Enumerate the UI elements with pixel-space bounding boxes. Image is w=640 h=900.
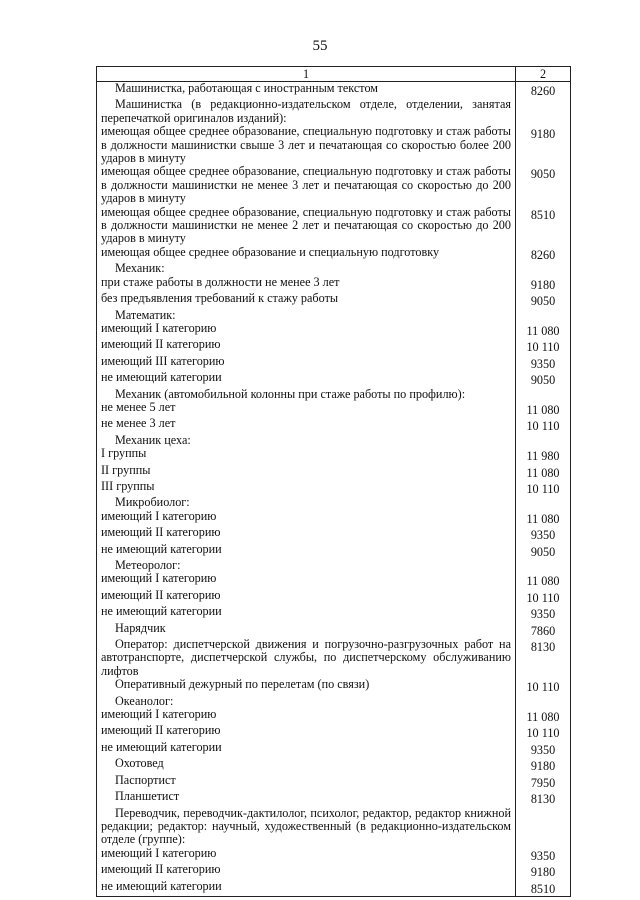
position-title-text: имеющая общее среднее образование и специальную подготовку	[101, 244, 440, 259]
table-row	[97, 82, 571, 99]
table-row	[97, 724, 571, 740]
position-title-text: имеющий I категорию	[101, 845, 217, 860]
position-title	[97, 790, 516, 806]
salary-value: 9180	[516, 757, 571, 773]
position-title	[97, 388, 516, 401]
salary-value: 9050	[516, 292, 571, 308]
position-title	[97, 262, 516, 275]
table-row	[97, 526, 571, 542]
table-row	[97, 543, 571, 559]
table-row	[97, 695, 571, 708]
salary-value: 9350	[516, 847, 571, 863]
position-title	[97, 559, 516, 572]
salary-value: 11 980	[516, 447, 571, 463]
table-row	[97, 246, 571, 262]
position-title	[97, 434, 516, 447]
table-row	[97, 559, 571, 572]
table-row	[97, 678, 571, 694]
salary-value: 10 110	[516, 678, 571, 694]
table-row	[97, 322, 571, 338]
position-title-text: Паспортист	[115, 772, 176, 787]
table-row	[97, 496, 571, 509]
position-title-text: Механик (автомобильной колонны при стаже работы по профилю):	[115, 386, 466, 401]
table-row	[97, 417, 571, 433]
salary-value	[516, 807, 571, 847]
salary-value: 8510	[516, 880, 571, 897]
table-row	[97, 605, 571, 621]
position-title-text: Механик:	[115, 261, 165, 276]
position-title-text: имеющий I категорию	[101, 707, 217, 722]
salary-table	[96, 66, 571, 897]
position-title	[97, 510, 516, 526]
salary-value: 9180	[516, 863, 571, 879]
position-title-text: Механик цеха:	[115, 432, 191, 447]
position-title	[97, 847, 516, 863]
table-row	[97, 741, 571, 757]
salary-value: 11 080	[516, 572, 571, 588]
position-title-text: не имеющий категории	[101, 541, 222, 556]
position-title-text: Океанолог:	[115, 693, 174, 708]
table-row	[97, 371, 571, 387]
salary-value: 7860	[516, 622, 571, 638]
table-row	[97, 464, 571, 480]
table-row	[97, 847, 571, 863]
position-title	[97, 355, 516, 371]
position-title	[97, 572, 516, 588]
position-title	[97, 605, 516, 621]
table-row	[97, 863, 571, 879]
table-row	[97, 165, 571, 205]
salary-value	[516, 388, 571, 401]
table-row	[97, 757, 571, 773]
position-title-text: имеющий II категорию	[101, 723, 221, 738]
position-title	[97, 807, 516, 847]
table-row	[97, 388, 571, 401]
position-title	[97, 526, 516, 542]
position-title	[97, 543, 516, 559]
salary-value: 9350	[516, 355, 571, 371]
position-title	[97, 417, 516, 433]
salary-value: 9350	[516, 526, 571, 542]
salary-value: 10 110	[516, 480, 571, 496]
position-title-text: имеющая общее среднее образование, специальную подготовку и стаж работы в должности машинистки не менее 2 лет и печатающая со скоростью до 200 ударов в минуту	[101, 204, 511, 246]
position-title-text: имеющая общее среднее образование, специальную подготовку и стаж работы в должности машинистки не менее 3 лет и печатающая со скоростью до 200 ударов в минуту	[101, 164, 511, 206]
salary-value	[516, 98, 571, 125]
position-title-text: имеющий II категорию	[101, 587, 221, 602]
salary-value: 9350	[516, 741, 571, 757]
salary-value: 11 080	[516, 322, 571, 338]
position-title-text: не имеющий категории	[101, 739, 222, 754]
salary-value: 8510	[516, 206, 571, 246]
salary-value: 11 080	[516, 464, 571, 480]
position-title	[97, 774, 516, 790]
position-title-text: Охотовед	[115, 756, 164, 771]
table-header-row	[97, 67, 571, 82]
position-title-text: Микробиолог:	[115, 495, 190, 510]
table-row	[97, 480, 571, 496]
position-title	[97, 741, 516, 757]
table-row	[97, 292, 571, 308]
salary-value: 10 110	[516, 417, 571, 433]
position-title-text: I группы	[101, 446, 147, 461]
position-title	[97, 82, 516, 99]
table-row	[97, 338, 571, 354]
position-title-text: при стаже работы в должности не менее 3 лет	[101, 274, 340, 289]
table-row	[97, 708, 571, 724]
position-title	[97, 496, 516, 509]
salary-value: 9050	[516, 165, 571, 205]
position-title	[97, 322, 516, 338]
position-title-text: Машинистка, работающая с иностранным текстом	[115, 81, 379, 95]
position-title-text: Оператор: диспетчерской движения и погрузочно-разгрузочных работ на автотранспорте, диспетчерской службы, по диспетчерскому обслуживанию лифтов	[101, 637, 511, 678]
position-title	[97, 695, 516, 708]
position-title-text: Математик:	[115, 307, 176, 322]
salary-value: 11 080	[516, 708, 571, 724]
position-title-text: III группы	[101, 478, 155, 493]
position-title	[97, 863, 516, 879]
salary-value: 9180	[516, 276, 571, 292]
position-title	[97, 401, 516, 417]
position-title-text: имеющий I категорию	[101, 320, 217, 335]
table-row	[97, 125, 571, 165]
position-title-text: не менее 3 лет	[101, 416, 176, 431]
salary-value	[516, 434, 571, 447]
position-title-text: имеющая общее среднее образование, специальную подготовку и стаж работы в должности машинистки свыше 3 лет и печатающая со скоростью более 200 ударов в минуту	[101, 124, 511, 166]
position-title-text: имеющий III категорию	[101, 353, 225, 368]
position-title-text: имеющий II категорию	[101, 525, 221, 540]
salary-value: 8130	[516, 790, 571, 806]
position-title	[97, 678, 516, 694]
salary-value: 9180	[516, 125, 571, 165]
table-row	[97, 589, 571, 605]
position-title-text: II группы	[101, 462, 151, 477]
position-title-text: не имеющий категории	[101, 604, 222, 619]
table-row	[97, 622, 571, 638]
column-header-1: 1	[97, 67, 516, 82]
position-title	[97, 464, 516, 480]
position-title	[97, 276, 516, 292]
position-title-text: Метеоролог:	[115, 558, 181, 572]
position-title	[97, 757, 516, 773]
position-title	[97, 309, 516, 322]
salary-value: 9050	[516, 543, 571, 559]
table-row	[97, 807, 571, 847]
position-title	[97, 371, 516, 387]
position-title	[97, 292, 516, 308]
position-title-text: имеющий I категорию	[101, 571, 217, 586]
position-title	[97, 589, 516, 605]
table-row	[97, 401, 571, 417]
table-row	[97, 98, 571, 125]
position-title	[97, 880, 516, 897]
table-row	[97, 309, 571, 322]
position-title-text: не менее 5 лет	[101, 399, 176, 414]
position-title-text: имеющий I категорию	[101, 508, 217, 523]
salary-value: 9050	[516, 371, 571, 387]
salary-value: 11 080	[516, 510, 571, 526]
position-title	[97, 246, 516, 262]
table-row	[97, 262, 571, 275]
table-row	[97, 880, 571, 897]
salary-value	[516, 559, 571, 572]
salary-value: 8260	[516, 82, 571, 99]
salary-value: 10 110	[516, 338, 571, 354]
salary-value	[516, 695, 571, 708]
table-row	[97, 355, 571, 371]
table-row	[97, 276, 571, 292]
position-title-text: без предъявления требований к стажу работы	[101, 291, 339, 306]
position-title	[97, 708, 516, 724]
position-title-text: Переводчик, переводчик-дактилолог, психолог, редактор, редактор книжной редакции; редактор: научный, художественный (в редакционно-издательском отделе (группе):	[101, 805, 511, 847]
table-row	[97, 638, 571, 678]
salary-value	[516, 262, 571, 275]
position-title-text: имеющий II категорию	[101, 862, 221, 877]
table-row	[97, 790, 571, 806]
position-title-text: Нарядчик	[115, 620, 166, 635]
position-title-text: Оперативный дежурный по перелетам (по связи)	[115, 677, 370, 692]
table-row	[97, 774, 571, 790]
position-title	[97, 638, 516, 678]
position-title	[97, 724, 516, 740]
position-title-text: Планшетист	[115, 789, 180, 804]
position-title-text: имеющий II категорию	[101, 337, 221, 352]
position-title	[97, 98, 516, 125]
salary-value: 10 110	[516, 724, 571, 740]
salary-value: 9350	[516, 605, 571, 621]
salary-value: 10 110	[516, 589, 571, 605]
position-title	[97, 480, 516, 496]
position-title	[97, 125, 516, 165]
salary-value	[516, 309, 571, 322]
table-row	[97, 510, 571, 526]
table-row	[97, 572, 571, 588]
table-row	[97, 206, 571, 246]
salary-value: 8130	[516, 638, 571, 678]
position-title	[97, 206, 516, 246]
salary-value: 8260	[516, 246, 571, 262]
page-number: 55	[312, 38, 328, 54]
table-row	[97, 434, 571, 447]
position-title	[97, 338, 516, 354]
salary-value: 11 080	[516, 401, 571, 417]
salary-value	[516, 496, 571, 509]
position-title-text: Машинистка (в редакционно-издательском отделе, отделении, занятая перепечаткой оригиналов изданий):	[101, 97, 511, 125]
position-title	[97, 447, 516, 463]
position-title-text: не имеющий категории	[101, 878, 222, 893]
salary-value: 7950	[516, 774, 571, 790]
column-header-2: 2	[516, 67, 571, 82]
table-row	[97, 447, 571, 463]
position-title	[97, 165, 516, 205]
position-title-text: не имеющий категории	[101, 370, 222, 385]
position-title	[97, 622, 516, 638]
